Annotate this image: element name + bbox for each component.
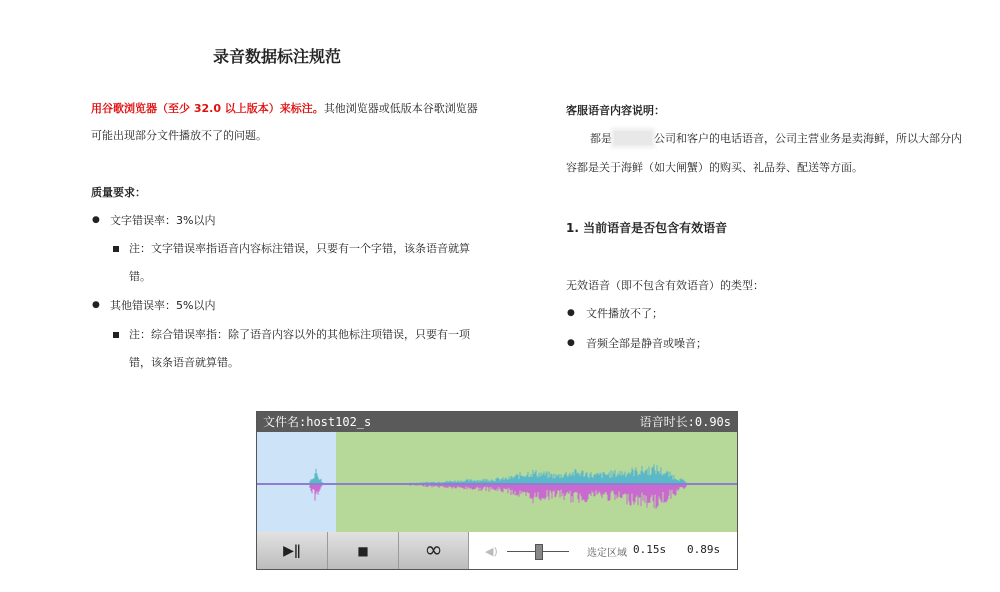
invalid-item-1: 文件播放不了； bbox=[586, 307, 663, 320]
service-desc-prefix: 都是 bbox=[590, 132, 612, 145]
quality-heading: 质量要求： bbox=[91, 186, 146, 199]
stop-button[interactable]: ■ bbox=[328, 532, 399, 569]
player-header bbox=[257, 412, 737, 432]
quality-item-2-note-cont: 错，该条语音就算错。 bbox=[129, 356, 239, 369]
quality-item-1-note: 注：文字错误率指语音内容标注错误，只要有一个字错，该条语音就算 bbox=[129, 242, 470, 255]
player-status-bar bbox=[469, 532, 737, 569]
player-controls bbox=[257, 532, 737, 569]
bullet-icon: ● bbox=[567, 338, 575, 348]
waveform-area[interactable] bbox=[257, 432, 737, 532]
quality-item-2: 其他错误率：5%以内 bbox=[110, 299, 216, 312]
section-title: 1. 当前语音是否包含有效语音 bbox=[566, 221, 728, 235]
volume-slider-thumb[interactable] bbox=[535, 544, 543, 560]
audio-player bbox=[256, 411, 738, 570]
invalid-item-2: 音频全部是静音或噪音； bbox=[586, 337, 707, 350]
service-desc-rest: 公司和客户的电话语音，公司主营业务是卖海鲜，所以大部分内 bbox=[654, 132, 962, 145]
bullet-icon: ● bbox=[92, 300, 100, 310]
invalid-intro: 无效语音（即不包含有效语音）的类型： bbox=[566, 279, 764, 292]
selection-start: 0.15s bbox=[633, 543, 667, 556]
service-desc-line1 bbox=[590, 131, 962, 147]
redacted-company bbox=[614, 131, 652, 145]
quality-item-2-note: 注：综合错误率指：除了语音内容以外的其他标注项错误，只要有一项 bbox=[129, 328, 470, 341]
square-bullet-icon bbox=[113, 246, 119, 252]
page-title: 录音数据标注规范 bbox=[213, 47, 342, 66]
speaker-icon[interactable]: ◀) bbox=[485, 545, 498, 558]
service-heading: 客服语音内容说明： bbox=[566, 104, 665, 117]
loop-button[interactable]: ∞ bbox=[399, 532, 469, 569]
quality-item-1: 文字错误率：3%以内 bbox=[110, 214, 216, 227]
browser-note-rest: 其他浏览器或低版本谷歌浏览器 bbox=[323, 102, 478, 115]
service-desc-line2: 容都是关于海鲜（如大闸蟹）的购买、礼品券、配送等方面。 bbox=[566, 161, 863, 174]
square-bullet-icon bbox=[113, 332, 119, 338]
quality-item-1-note-cont: 错。 bbox=[129, 270, 151, 283]
browser-note-line2: 可能出现部分文件播放不了的问题。 bbox=[91, 129, 267, 142]
filename-label: 文件名:host102_s bbox=[263, 415, 372, 429]
browser-note-red: 用谷歌浏览器（至少 32.0 以上版本）来标注。 bbox=[91, 102, 324, 115]
selection-label: 选定区域 bbox=[587, 548, 627, 559]
play-pause-button[interactable]: ▶ǁ bbox=[257, 532, 328, 569]
duration-label: 语音时长:0.90s bbox=[639, 415, 731, 429]
selection-end: 0.89s bbox=[687, 543, 721, 556]
waveform[interactable] bbox=[257, 432, 737, 532]
bullet-icon: ● bbox=[567, 308, 575, 318]
bullet-icon: ● bbox=[92, 215, 100, 225]
browser-note bbox=[91, 101, 478, 117]
